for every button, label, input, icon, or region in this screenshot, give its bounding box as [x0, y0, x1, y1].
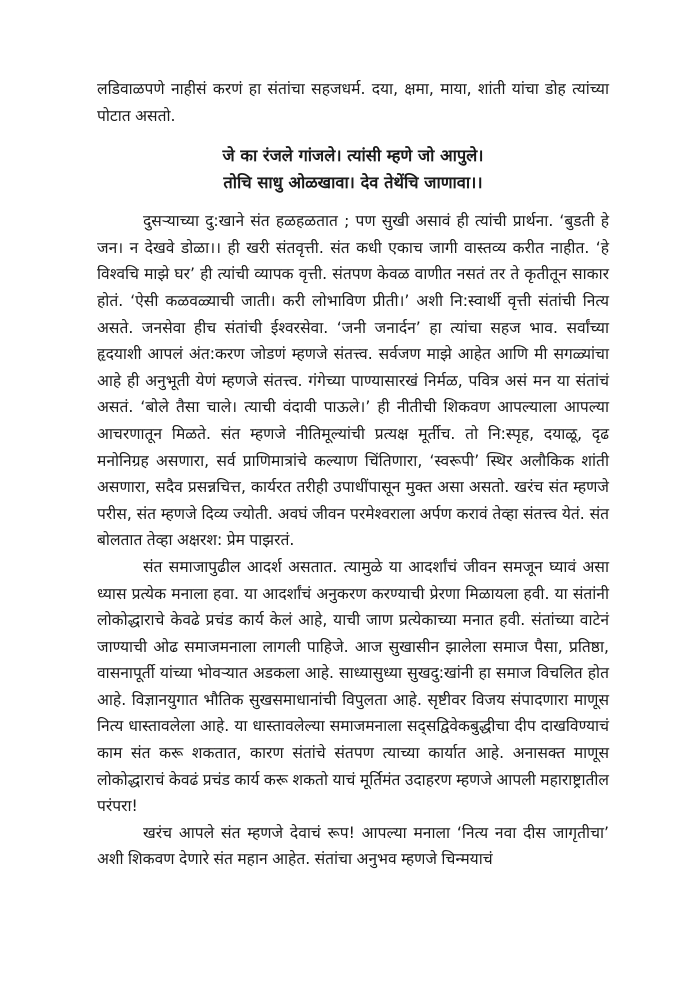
document-page — [97, 76, 609, 873]
verse-line: जे का रंजले गांजले। त्यांसी म्हणे जो आपुले। — [222, 146, 484, 166]
opening-paragraph: लडिवाळपणे नाहीसं करणं हा संतांचा सहजधर्म. दया, क्षमा, माया, शांती यांचा डोह त्यांच्या पोटात असतो. — [97, 80, 609, 125]
body-paragraph: संत समाजापुढील आदर्श असतात. त्यामुळे या आदर्शांचं जीवन समजून घ्यावं असा ध्यास प्रत्येक मनाला हवा. या आदर्शांचं अनुकरण करण्याची प्रेरणा मिळायला हवी. या संतांनी लोकोद्धाराचे केवढे प्रचंड कार्य केलं आहे, याची जाण प्रत्येकाच्या मनात हवी. संतांच्या वाटेनं जाण्याची ओढ समाजमनाला लागली पाहिजे. आज सुखासीन झालेला समाज पैसा, प्रतिष्ठा, वासनापूर्ती यांच्या भोवऱ्यात अडकला आहे. साध्यासुध्या सुखदु:खांनी हा समाज विचलित होत आहे. विज्ञानयुगात भौतिक सुखसमाधानांची विपुलता आहे. सृष्टीवर विजय संपादणारा माणूस नित्य धास्तावलेला आहे. या धास्तावलेल्या समाजमनाला सद्सद्विवेकबुद्धीचा दीप दाखविण्याचं काम संत करू शकतात, कारण संतांचे संतपण त्याच्या कार्यात आहे. अनासक्त माणूस लोकोद्धाराचं केवढं प्रचंड कार्य करू शकतो याचं मूर्तिमंत उदाहरण म्हणजे आपली महाराष्ट्रातील परंपरा! — [97, 557, 609, 816]
verse-block — [97, 142, 609, 196]
verse-line: तोचि साधु ओळखावा। देव तेथेंचि जाणावा।। — [223, 173, 483, 193]
body-paragraph: दुसऱ्याच्या दु:खाने संत हळहळतात ; पण सुखी असावं ही त्यांची प्रार्थना. ‘बुडती हे जन। न देखवे डोळा।। ही खरी संतवृत्ती. संत कधी एकाच जागी वास्तव्य करीत नाहीत. ‘हे विश्वचि माझे घर’ ही त्यांची व्यापक वृत्ती. संतपण केवळ वाणीत नसतं तर ते कृतीतून साकार होतं. ‘ऐसी कळवळ्याची जाती। करी लोभाविण प्रीती।’ अशी नि:स्वार्थी वृत्ती संतांची नित्य असते. जनसेवा हीच संतांची ईश्वरसेवा. ‘जनी जनार्दन’ हा त्यांचा सहज भाव. सर्वांच्या हृदयाशी आपलं अंत:करण जोडणं म्हणजे संतत्त्व. सर्वजण माझे आहेत आणि मी सगळ्यांचा आहे ही अनुभूती येणं म्हणजे संतत्त्व. गंगेच्या पाण्यासारखं निर्मळ, पवित्र असं मन या संतांचं असतं. ‘बोले तैसा चाले। त्याची वंदावी पाऊले।’ ही नीतीची शिकवण आपल्याला आपल्या आचरणातून मिळते. संत म्हणजे नीतिमूल्यांची प्रत्यक्ष मूर्तीच. तो नि:स्पृह, दयाळू, दृढ मनोनिग्रह असणारा, सर्व प्राणिमात्रांचे कल्याण चिंतिणारा, ‘स्वरूपी’ स्थिर अलौकिक शांती असणारा, सदैव प्रसन्नचित्त, कार्यरत तरीही उपाधींपासून मुक्त असा असतो. खरंच संत म्हणजे परीस, संत म्हणजे दिव्य ज्योती. अवघं जीवन परमेश्वराला अर्पण करावं तेव्हा संतत्त्व येतं. संत बोलतात तेव्हा अक्षरश: प्रेम पाझरतं. — [97, 212, 609, 550]
body-paragraph: खरंच आपले संत म्हणजे देवाचं रूप! आपल्या मनाला ‘नित्य नवा दीस जागृतीचा’ अशी शिकवण देणारे संत महान आहेत. संतांचा अनुभव म्हणजे चिन्मयाचं — [97, 823, 609, 869]
